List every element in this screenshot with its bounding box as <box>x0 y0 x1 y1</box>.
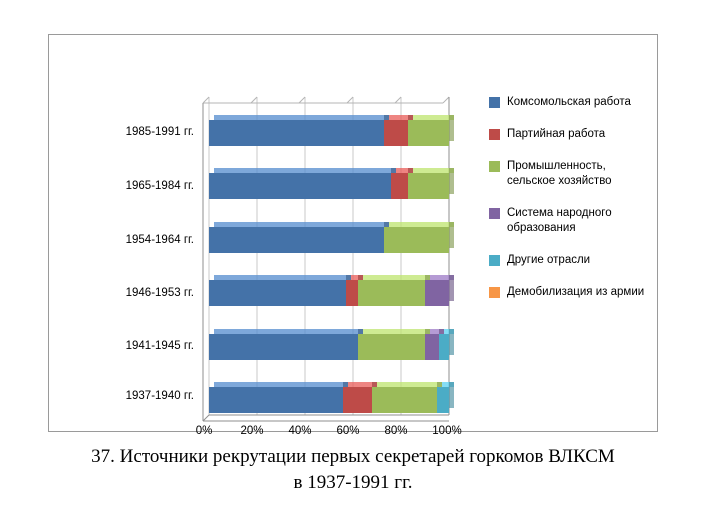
bar-segment[interactable] <box>425 280 449 306</box>
legend-item[interactable] <box>489 285 654 300</box>
x-axis-tick-0: 0% <box>195 425 213 437</box>
bar-segment[interactable] <box>391 173 408 199</box>
bar-segment[interactable] <box>358 334 425 360</box>
bar-segment[interactable] <box>209 227 384 253</box>
bar-segment[interactable] <box>408 120 449 146</box>
chart-container <box>48 34 658 437</box>
legend-item[interactable] <box>489 127 654 142</box>
bar-segment[interactable] <box>358 280 425 306</box>
caption-line-2: в 1937-1991 гг. <box>293 472 413 493</box>
x-axis-tick-4: 80% <box>384 425 408 437</box>
legend-item[interactable] <box>489 253 654 268</box>
bar-segment[interactable] <box>209 334 358 360</box>
legend-swatch-icon <box>489 161 500 172</box>
bar-segment[interactable] <box>408 173 449 199</box>
legend-item[interactable] <box>489 159 654 189</box>
bar-segment[interactable] <box>209 120 384 146</box>
caption-line-1: 37. Источники рекрутации первых секретарей горкомов ВЛКСМ <box>91 446 615 467</box>
bar-segment[interactable] <box>425 334 439 360</box>
x-axis-tick-2: 40% <box>288 425 312 437</box>
legend-swatch-icon <box>489 287 500 298</box>
legend-item-label: Промышленность, сельское хозяйство <box>507 160 612 187</box>
chart-legend <box>489 95 654 317</box>
legend-swatch-icon <box>489 255 500 266</box>
figure-caption <box>0 444 706 496</box>
y-axis-label-1: 1965-1984 гг. <box>125 180 194 192</box>
bar-segment[interactable] <box>384 120 408 146</box>
x-axis-tick-5: 100% <box>432 425 462 437</box>
bar-segment[interactable] <box>343 387 372 413</box>
legend-swatch-icon <box>489 208 500 219</box>
y-axis-label-3: 1946-1953 гг. <box>125 287 194 299</box>
legend-item[interactable] <box>489 95 654 110</box>
bar-segment[interactable] <box>439 334 449 360</box>
y-axis-label-4: 1941-1945 гг. <box>125 340 194 352</box>
legend-item-label: Комсомольская работа <box>507 96 631 108</box>
legend-item[interactable] <box>489 206 654 236</box>
x-axis-tick-1: 20% <box>240 425 264 437</box>
y-axis-label-0: 1985-1991 гг. <box>125 126 194 138</box>
legend-item-label: Система народного образования <box>507 207 612 234</box>
y-axis-label-2: 1954-1964 гг. <box>125 234 194 246</box>
bar-segment[interactable] <box>209 280 346 306</box>
legend-swatch-icon <box>489 97 500 108</box>
legend-item-label: Партийная работа <box>507 128 606 140</box>
x-axis-tick-3: 60% <box>336 425 360 437</box>
legend-item-label: Демобилизация из армии <box>507 286 645 298</box>
bar-segment[interactable] <box>372 387 437 413</box>
bar-segment[interactable] <box>346 280 358 306</box>
legend-item-label: Другие отрасли <box>507 254 591 266</box>
bar-segment[interactable] <box>437 387 449 413</box>
y-axis-label-5: 1937-1940 гг. <box>125 390 194 402</box>
bar-segment[interactable] <box>384 227 449 253</box>
bar-segment[interactable] <box>209 173 391 199</box>
bar-segment[interactable] <box>209 387 343 413</box>
legend-swatch-icon <box>489 129 500 140</box>
